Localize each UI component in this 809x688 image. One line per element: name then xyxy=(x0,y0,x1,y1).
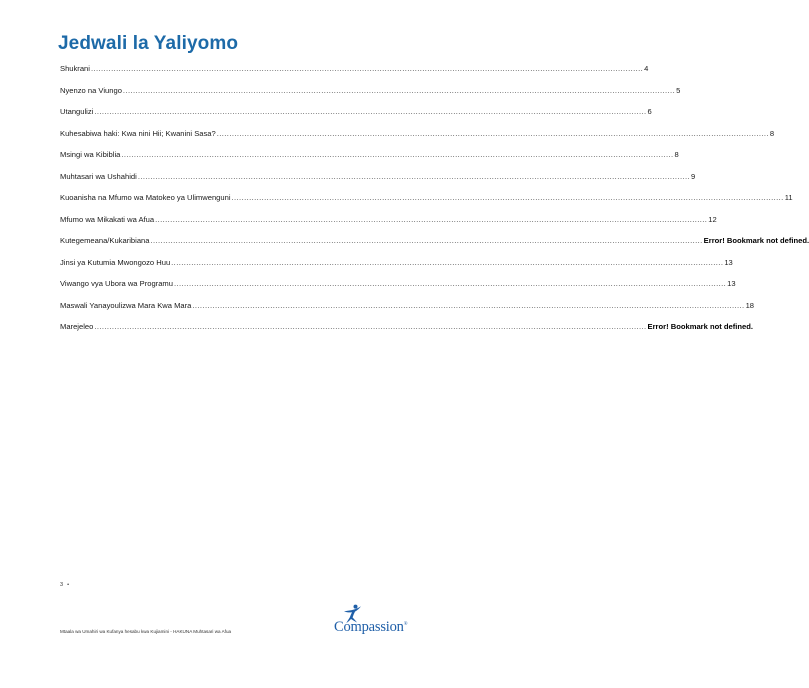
toc-entry-page: 9 xyxy=(690,171,696,181)
toc-entry[interactable] xyxy=(60,64,649,86)
toc-dot-leader: ............................................................................................................................................................................................................................ xyxy=(94,107,647,116)
toc-entry[interactable] xyxy=(60,236,809,258)
logo-text: Compassion xyxy=(334,619,404,635)
toc-list xyxy=(60,64,809,344)
bullet-icon: • xyxy=(67,582,69,588)
toc-entry[interactable] xyxy=(60,300,755,323)
page-number xyxy=(60,582,69,588)
toc-entry-label: Jinsi ya Kutumia Mwongozo Huu xyxy=(60,257,171,267)
toc-entry[interactable] xyxy=(60,150,679,172)
toc-entry-label: Maswali Yanayoulizwa Mara Kwa Mara xyxy=(60,300,192,310)
toc-dot-leader: ............................................................................................................................................................................................................................ xyxy=(122,85,676,95)
toc-entry-page: 5 xyxy=(676,85,681,95)
toc-title: Jedwali la Yaliyomo xyxy=(58,33,239,54)
toc-entry-label: Shukrani xyxy=(60,64,90,73)
toc-entry-label: Kutegemeana/Kukaribiana xyxy=(60,236,150,245)
compassion-logo xyxy=(334,604,434,640)
toc-dot-leader: ............................................................................................................................................................................................................................ xyxy=(216,128,769,138)
toc-dot-leader: ............................................................................................................................................................................................................................ xyxy=(192,300,745,310)
toc-entry-label: Marejeleo xyxy=(60,322,94,331)
toc-entry[interactable] xyxy=(60,193,793,215)
toc-entry[interactable] xyxy=(60,257,733,280)
toc-entry[interactable] xyxy=(60,322,753,344)
toc-entry[interactable] xyxy=(60,107,652,129)
toc-dot-leader: ............................................................................................................................................................................................................................ xyxy=(150,236,703,245)
toc-entry-page: 13 xyxy=(727,279,736,288)
toc-entry-page: 12 xyxy=(708,214,717,224)
toc-dot-leader: ............................................................................................................................................................................................................................ xyxy=(137,171,690,181)
toc-entry-label: Kuoanisha na Mfumo wa Matokeo ya Ulimwenguni xyxy=(60,193,231,202)
toc-entry[interactable] xyxy=(60,128,775,151)
logo-wordmark xyxy=(334,619,407,636)
toc-entry[interactable] xyxy=(60,214,717,237)
page-number-value: 3 xyxy=(60,582,64,588)
toc-entry-page: 4 xyxy=(644,64,649,73)
toc-dot-leader: ............................................................................................................................................................................................................................ xyxy=(121,150,674,159)
toc-dot-leader: ............................................................................................................................................................................................................................ xyxy=(231,193,784,202)
toc-dot-leader: ............................................................................................................................................................................................................................ xyxy=(155,214,708,224)
registered-mark: ® xyxy=(403,622,408,627)
toc-entry-page: 18 xyxy=(745,300,755,310)
toc-dot-leader: ............................................................................................................................................................................................................................ xyxy=(171,257,724,267)
footer-text: Mtaala wa Umahiri wa Kufanya hesabu kwa Kujiamini - HAKUNA Muhtasari wa Afua xyxy=(60,629,232,634)
toc-entry-page: 13 xyxy=(724,257,733,267)
toc-entry-label: Nyenzo na Viungo xyxy=(60,85,122,95)
toc-entry-label: Msingi wa Kibiblia xyxy=(60,150,121,159)
toc-dot-leader: ............................................................................................................................................................................................................................ xyxy=(90,64,644,73)
toc-entry-page: 8 xyxy=(674,150,679,159)
toc-entry-error-text: Error! Bookmark not defined. xyxy=(703,236,809,245)
toc-entry-label: Kuhesabiwa haki: Kwa nini Hii; Kwanini Sasa? xyxy=(60,128,216,138)
toc-entry-label: Utangulizi xyxy=(60,107,94,116)
toc-entry-page: 8 xyxy=(769,128,775,138)
toc-entry[interactable] xyxy=(60,85,681,108)
toc-entry-label: Mfumo wa Mikakati wa Afua xyxy=(60,214,155,224)
toc-dot-leader: ............................................................................................................................................................................................................................ xyxy=(173,279,727,288)
toc-entry-label: Viwango vya Ubora wa Programu xyxy=(60,279,173,288)
toc-entry[interactable] xyxy=(60,279,736,301)
toc-entry-page: 11 xyxy=(784,193,793,202)
toc-entry[interactable] xyxy=(60,171,696,194)
toc-entry-error-text: Error! Bookmark not defined. xyxy=(647,322,753,331)
toc-entry-label: Muhtasari wa Ushahidi xyxy=(60,171,137,181)
toc-dot-leader: ............................................................................................................................................................................................................................ xyxy=(94,322,647,331)
toc-entry-page: 6 xyxy=(647,107,652,116)
